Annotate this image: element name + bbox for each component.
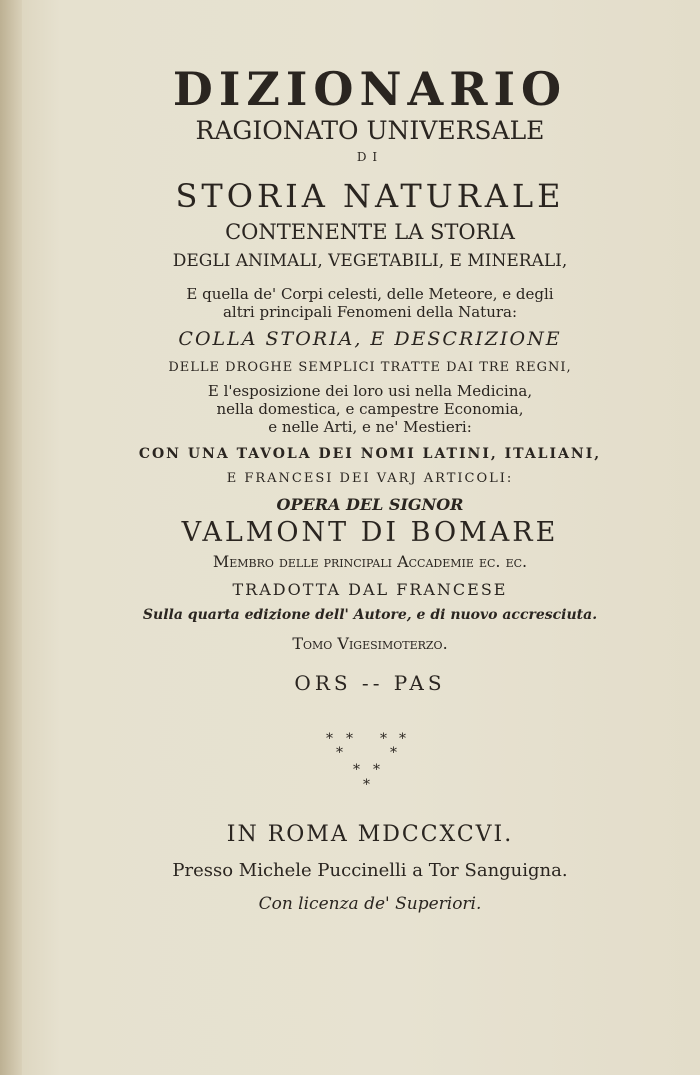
author: VALMONT DI BOMARE — [181, 517, 559, 548]
ornament-star: * — [353, 762, 360, 778]
line-esposizione-3: e nelle Arti, e ne' Mestieri: — [268, 418, 472, 436]
line-membro: Membro delle principali Accademie ec. ec. — [212, 552, 528, 571]
subtitle-storia-naturale: STORIA NATURALE — [175, 177, 565, 215]
ornament-star: * — [380, 731, 387, 747]
ornament-star: * — [399, 731, 406, 747]
volume: Tomo Vigesimoterzo. — [292, 634, 448, 653]
imprint-printer: Presso Michele Puccinelli a Tor Sanguigna. — [172, 860, 568, 881]
line-sulla: Sulla quarta edizione dell' Autore, e di nuovo accresciuta. — [142, 607, 598, 623]
line-animali: DEGLI ANIMALI, VEGETABILI, E MINERALI, — [172, 251, 568, 271]
line-esposizione-1: E l'esposizione dei loro usi nella Medicina, — [207, 382, 533, 400]
line-contenente: CONTENENTE LA STORIA — [225, 220, 515, 244]
ornament-star: * — [336, 745, 343, 761]
letter-range: ORS -- PAS — [294, 671, 446, 695]
line-tavola-2: E FRANCESI DEI VARJ ARTICOLI: — [226, 471, 514, 486]
line-tavola-1: CON UNA TAVOLA DEI NOMI LATINI, ITALIANI, — [138, 446, 602, 462]
imprint-licence: Con licenza de' Superiori. — [258, 894, 482, 914]
subtitle-di: DI — [356, 150, 384, 164]
ornament-star: * — [326, 731, 333, 747]
ornament-star: * — [390, 745, 397, 761]
page-edge — [0, 0, 22, 1075]
line-colla: COLLA STORIA, E DESCRIZIONE — [178, 328, 562, 350]
ornament-star: * — [346, 731, 353, 747]
subtitle-ragionato: RAGIONATO UNIVERSALE — [195, 116, 545, 145]
line-tradotta: TRADOTTA DAL FRANCESE — [232, 580, 508, 599]
ornament-star: * — [363, 777, 370, 793]
line-esposizione-2: nella domestica, e campestre Economia, — [216, 400, 524, 418]
title: DIZIONARIO — [172, 62, 568, 116]
ornament-star: * — [373, 762, 380, 778]
line-quella-1: E quella de' Corpi celesti, delle Meteore, e degli — [186, 285, 554, 303]
imprint-place: IN ROMA MDCCXCVI. — [226, 822, 514, 847]
line-quella-2: altri principali Fenomeni della Natura: — [222, 303, 518, 321]
line-droghe: DELLE DROGHE SEMPLICI TRATTE DAI TRE REGNI, — [168, 360, 572, 375]
line-opera: OPERA DEL SIGNOR — [276, 495, 464, 514]
